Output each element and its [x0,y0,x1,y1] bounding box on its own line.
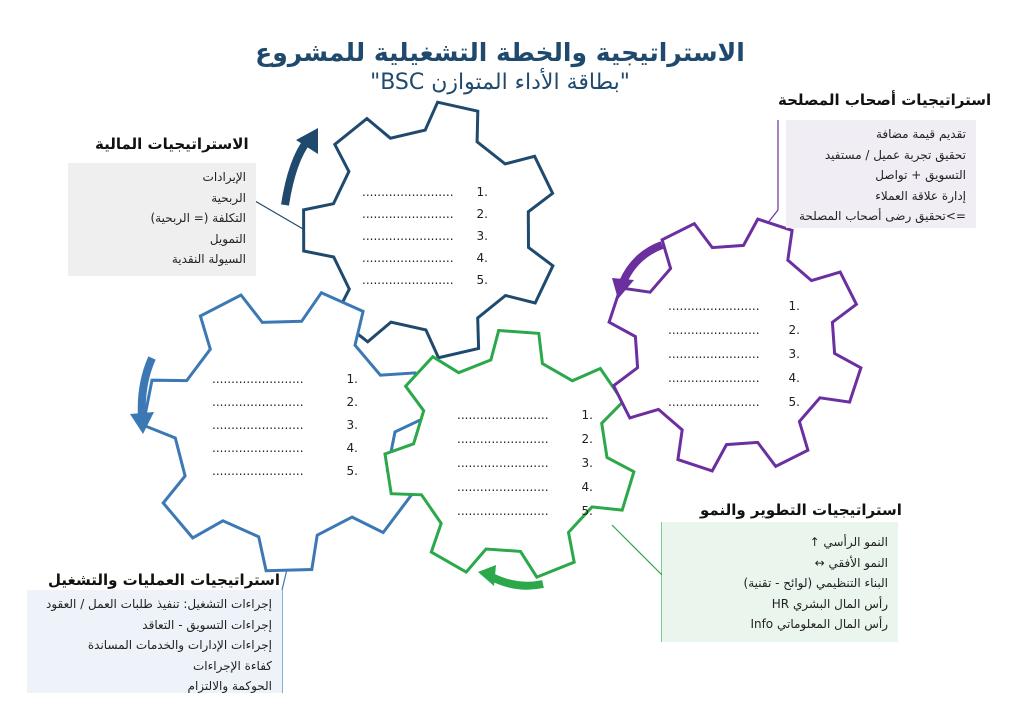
gear-item-number: 1. [476,185,488,199]
stakeholders-item: التسويق + تواصل [875,168,966,183]
gear-item-number: 2. [788,323,800,337]
financial-item: الإيرادات [202,170,246,184]
gear-dotted-line: ........................ [212,464,304,478]
gear-dotted-line: ........................ [457,432,549,446]
operations-item: إجراءات الإدارات والخدمات المساندة [87,638,272,653]
gear-dotted-line: ........................ [457,480,549,494]
gear-dotted-line: ........................ [362,207,454,221]
gear-dotted-line: ........................ [668,371,760,385]
operations-item: إجراءات التسويق - التعاقد [142,617,272,632]
stakeholders-item: =>تحقيق رضى أصحاب المصلحة [798,209,966,224]
gear-item-number: 4. [581,480,593,494]
gear-item-number: 3. [346,418,358,432]
gear-dotted-line: ........................ [457,504,549,518]
gear-dotted-line: ........................ [668,299,760,313]
gear-item-number: 1. [346,372,358,386]
financial-rotation-arrow [285,128,318,205]
gear-item-number: 1. [788,299,800,313]
gear-item-number: 2. [581,432,593,446]
growth-item: البناء التنظيمي (لوائح - تقنية) [743,576,888,591]
operations-item: الحوكمة والالتزام [187,679,272,694]
gear-item-number: 5. [581,504,593,518]
financial-heading: الاستراتيجيات المالية [95,135,249,153]
gear-item-number: 1. [581,408,593,422]
gear-dotted-line: ........................ [362,229,454,243]
gear-item-number: 4. [346,441,358,455]
stakeholders-panel [786,120,976,228]
financial-item: التكلفة (= الربحية) [150,211,246,226]
growth-heading: استراتيجيات التطوير والنمو [700,501,902,519]
page-subtitle: "بطاقة الأداء المتوازن BSC" [370,70,630,95]
stakeholders-item: تقديم قيمة مضافة [875,127,966,141]
operations-item: إجراءات التشغيل: تنفيذ طلبات العمل / العقود [45,597,272,611]
gear-dotted-line: ........................ [457,456,549,470]
operations-heading: استراتيجيات العمليات والتشغيل [48,571,281,589]
gear-dotted-line: ........................ [457,408,549,422]
financial-item: الربحية [211,190,246,205]
gear-dotted-line: ........................ [212,395,304,409]
page-title: الاستراتيجية والخطة التشغيلية للمشروع [255,38,745,67]
gear-dotted-line: ........................ [668,323,760,337]
gear-dotted-line: ........................ [212,418,304,432]
operations-item: كفاءة الإجراءات [192,658,272,673]
gear-dotted-line: ........................ [668,347,760,361]
gear-dotted-line: ........................ [668,395,760,409]
gear-item-number: 4. [788,371,800,385]
growth-panel [662,522,898,642]
financial-item: التمويل [209,231,246,246]
gear-item-number: 5. [476,273,488,287]
gear-item-number: 5. [346,464,358,478]
gear-dotted-line: ........................ [362,273,454,287]
gear-item-number: 3. [476,229,488,243]
growth-item: النمو الأفقي ↔ [814,555,888,570]
gear-item-number: 2. [476,207,488,221]
stakeholders-item: تحقيق تجربة عميل / مستفيد [824,147,966,162]
financial-panel [68,163,256,276]
financial-item: السيولة النقدية [171,252,246,267]
gear-item-number: 3. [788,347,800,361]
gear-item-number: 4. [476,251,488,265]
gear-dotted-line: ........................ [212,441,304,455]
gear-dotted-line: ........................ [362,251,454,265]
growth-item: رأس المال البشري HR [771,596,888,611]
gear-item-number: 5. [788,395,800,409]
growth-item: النمو الرأسي ↑ [809,535,888,549]
gear-item-number: 2. [346,395,358,409]
growth-connector [612,525,662,575]
gear-dotted-line: ........................ [212,372,304,386]
stakeholders-heading: استراتيجيات أصحاب المصلحة [778,91,992,109]
gear-dotted-line: ........................ [362,185,454,199]
stakeholders-item: إدارة علاقة العملاء [875,188,966,203]
growth-item: رأس المال المعلوماتي Info [750,617,888,632]
operations-panel [27,590,282,693]
gear-item-number: 3. [581,456,593,470]
growth-gear [385,331,634,578]
